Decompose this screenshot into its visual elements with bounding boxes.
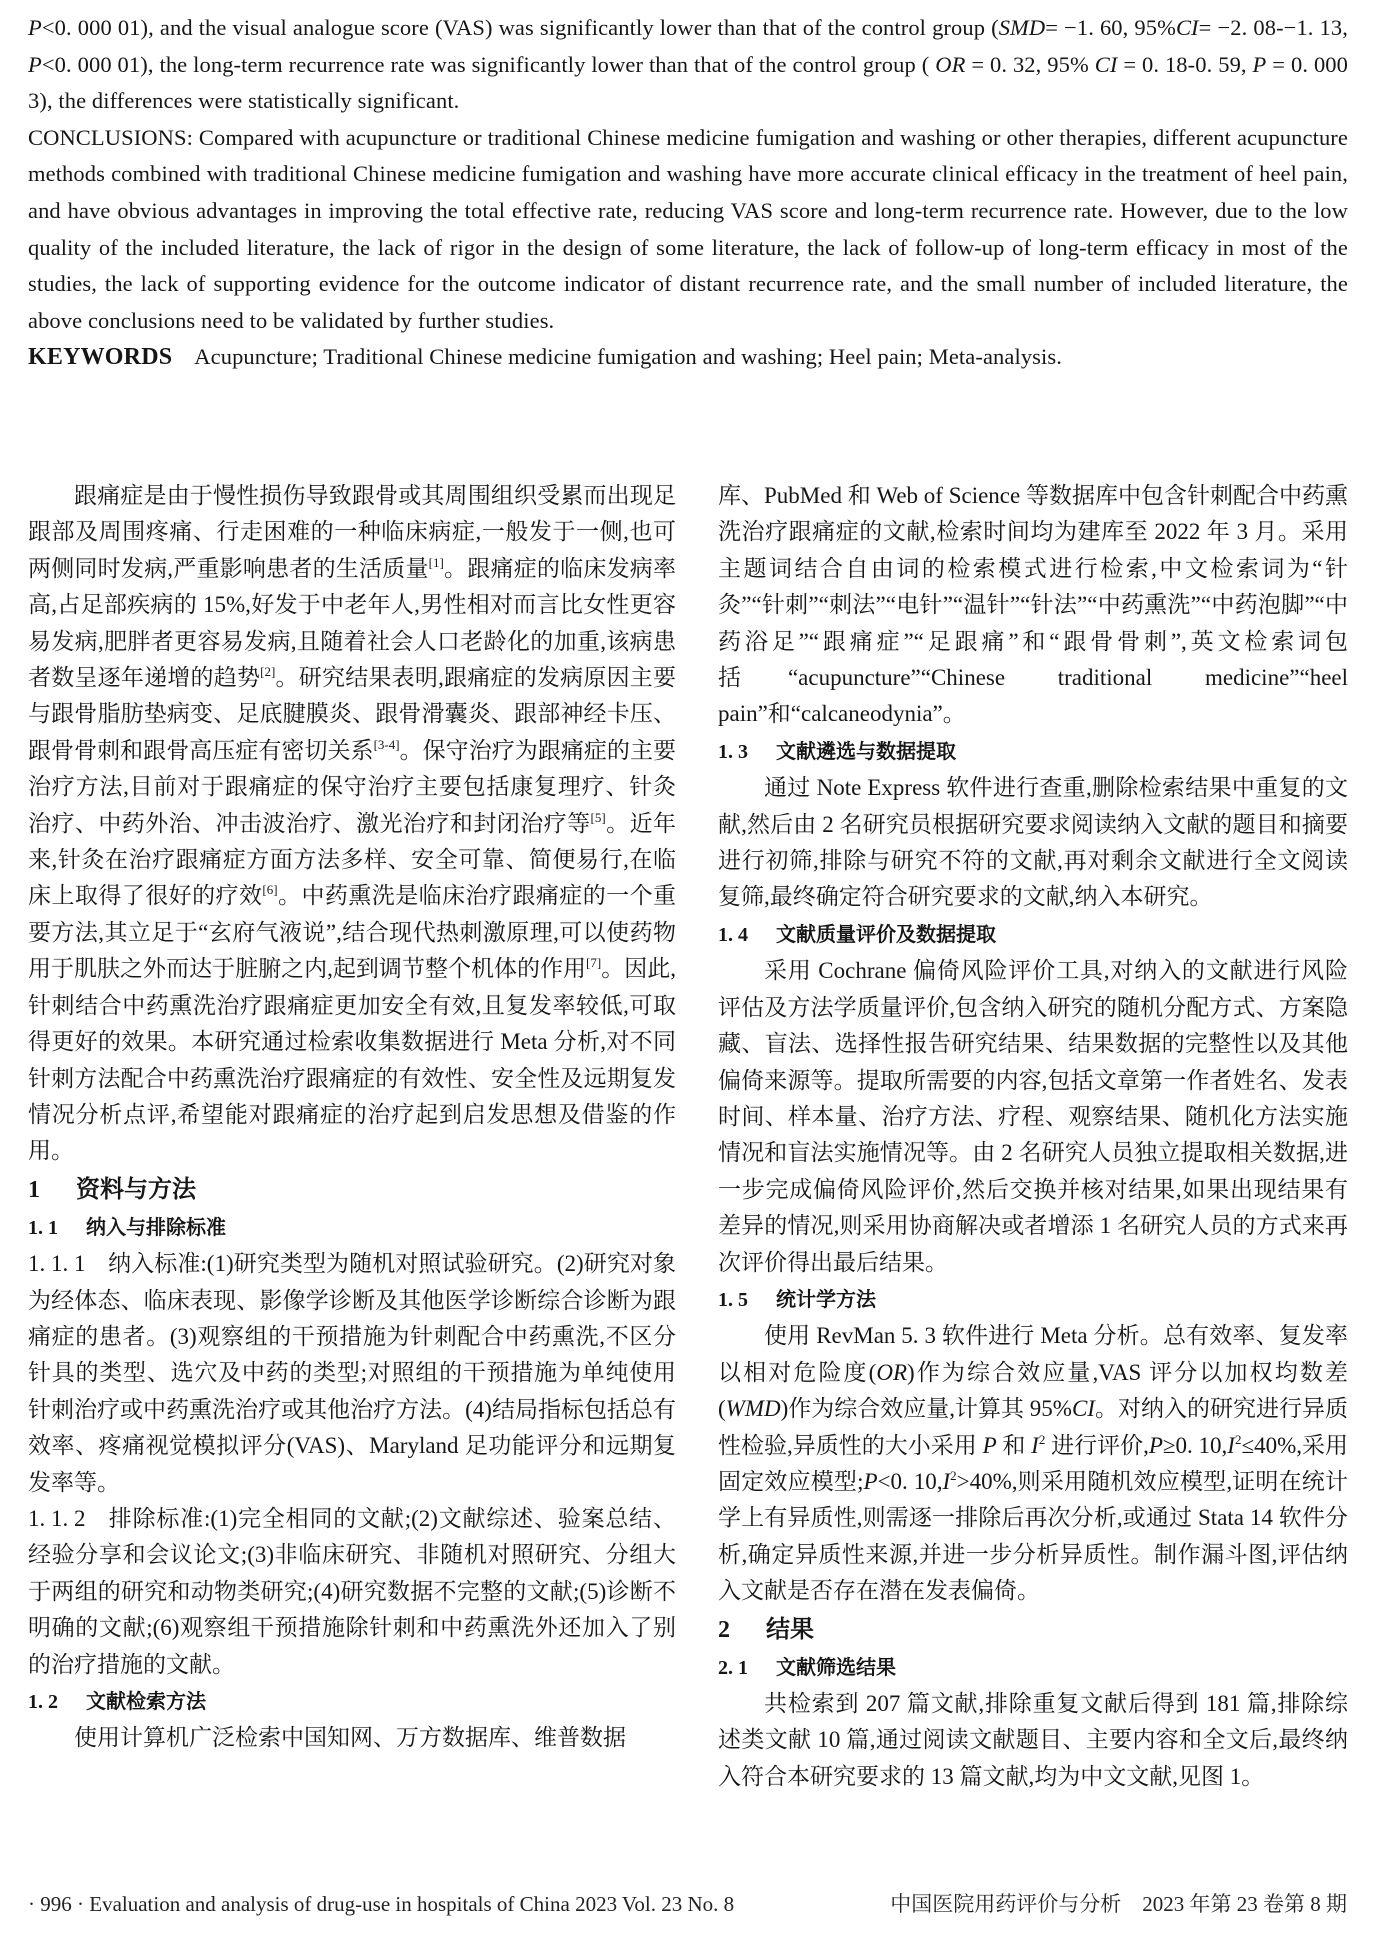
section-title: 文献检索方法 [86,1689,206,1713]
footer-journal-chinese: 中国医院用药评价与分析 2023 年第 23 卷第 8 期 [890,1892,1347,1916]
footer-journal-english: · 996 · Evaluation and analysis of drug-use in hospitals of China 2023 Vol. 23 No. 8 [28,1892,735,1916]
inclusion-criteria-text: 纳入标准:(1)研究类型为随机对照试验研究。(2)研究对象为经体态、临床表现、影像学诊断及其他医学诊断综合诊断为跟痛症的患者。(3)观察组的干预措施为针刺配合中药熏洗,不区分针具的类型、选穴及中药的类型;对照组的干预措施为单纯使用针刺治疗或中药熏洗治疗或其他治疗方法。(4)结局指标包括总有效率、疼痛视觉模拟评分(VAS)、Maryland 足功能评分和远期复发率等。 [28,1251,676,1495]
citation-superscript: [7] [586,955,602,971]
text-run: <0. 000 01), the long-term recurrence rate was significantly lower than that of the control group ( [41,51,936,77]
italic-symbol: CI [1094,51,1118,77]
citation-superscript: 2 [950,1467,957,1483]
search-method-paragraph-start: 使用计算机广泛检索中国知网、万方数据库、维普数据 [74,1725,626,1751]
text-run: = −1. 60, 95% [1045,15,1176,40]
italic-symbol: P [982,1432,997,1458]
text-run: 使用 RevMan 5. 3 软件进行 Meta 分析。总有效率、复发率以相对危险度( [718,1323,1348,1385]
text-run: = −2. 08-−1. 13, [1198,15,1348,40]
text-run: 。中药熏洗是临床治疗跟痛症的一个重要方法,其立足于“玄府气液说”,结合现代热刺激原理,可以使药物用于肌肤之外而达于脏腑之内,起到调节整个机体的作用 [28,883,677,982]
keywords-label: KEYWORDS [28,344,173,371]
citation-superscript: [1] [428,554,444,570]
section-number: 1. 4 [718,923,748,946]
text-run: = 0. 18-0. 59, [1117,51,1253,77]
section-number: 2. 1 [718,1656,748,1679]
italic-symbol: I [942,1468,951,1494]
section-number: 1. 3 [718,740,748,763]
results-paragraph: 共检索到 207 篇文献,排除重复文献后得到 181 篇,排除综述类文献 10 篇,通过阅读文献题目、主要内容和全文后,最终纳入符合本研究要求的 13 篇文献,均为中文文献,见图 1。 [718,1691,1348,1789]
section-heading-1-4 [718,916,1348,953]
statistics-paragraph [718,1318,1348,1609]
text-run: ≤40%,采用固定效应模型; [718,1432,1349,1494]
column-left [28,478,676,1757]
section-number: 1. 2 [28,1691,58,1713]
italic-symbol: P [28,15,42,40]
citation-superscript: [6] [262,882,278,898]
citation-superscript: [2] [260,664,276,680]
italic-symbol: OR [935,51,966,77]
text-run: 。保守治疗为跟痛症的主要治疗方法,目前对于跟痛症的保守治疗主要包括康复理疗、针灸治疗、中药外治、冲击波治疗、激光治疗和封闭治疗等 [28,737,677,836]
section-title: 结果 [766,1614,814,1643]
section-heading-1-3 [718,733,1348,770]
section-title: 资料与方法 [76,1174,196,1203]
italic-symbol: P [1148,1432,1163,1458]
section-title: 统计学方法 [776,1286,876,1311]
section-title: 文献质量评价及数据提取 [776,921,996,946]
section-heading-1-1 [28,1209,676,1246]
keywords [28,339,1348,376]
section-number: 1 [28,1176,40,1203]
intro-paragraph [28,478,676,1170]
text-run: 。研究结果表明,跟痛症的发病原因主要与跟骨脂肪垫病变、足底腱膜炎、跟骨滑囊炎、跟部神经卡压、跟骨骨刺和跟骨高压症有密切关系 [28,665,677,763]
subsection-number: 1. 1. 2 [28,1505,86,1531]
text-run: <0. 10, [877,1468,943,1494]
text-run: = 0. 000 3), the differences were statistically significant. [28,51,1348,114]
section-heading-1 [28,1170,676,1209]
section-number: 1. 1 [28,1216,58,1239]
text-run: 。近年来,针灸在治疗跟痛症方面方法多样、安全可靠、简便易行,在临床上取得了很好的疗效 [28,810,677,909]
screening-paragraph: 通过 Note Express 软件进行查重,删除检索结果中重复的文献,然后由 2 名研究员根据研究要求阅读纳入文献的题目和摘要进行初筛,排除与研究不符的文献,再对剩余文献进行全文阅读复筛,最终确定符合研究要求的文献,纳入本研究。 [718,775,1348,910]
text-run: = 0. 32, 95% [965,51,1095,77]
italic-symbol: CI [1175,15,1199,40]
keywords-list: Acupuncture; Traditional Chinese medicine fumigation and washing; Heel pain; Meta-analysis. [194,344,1062,370]
abstract-conclusions: CONCLUSIONS: Compared with acupuncture or traditional Chinese medicine fumigation and washing or other therapies, different acupuncture methods combined with traditional Chinese medicine fumigation and washing have more accurate clinical efficacy in the treatment of heel pain, and have obvious advantages in improving the total effective rate, reducing VAS score and long-term recurrence rate. However, due to the low quality of the included literature, the lack of rigor in the design of some literature, the lack of follow-up of long-term efficacy in most of the studies, the lack of supporting evidence for the outcome indicator of distant recurrence rate, and the small number of included literature, the above conclusions need to be validated by further studies. [28,124,1348,333]
text-run: ≥0. 10, [1162,1432,1228,1458]
search-method-paragraph-cont: 库、PubMed 和 Web of Science 等数据库中包含针刺配合中药熏洗治疗跟痛症的文献,检索时间均为建库至 2022 年 3 月。采用主题词结合自由词的检索模式进行检索,中文检索词为“针灸”“针刺”“刺法”“电针”“温针”“针法”“中药熏洗”“中药泡脚”“中药浴足”“跟痛症”“足跟痛”和“跟骨骨刺”,英文检索词包括“acupuncture”“Chinese traditional medicine”“heel pain”和“calcaneodynia”。 [718,483,1348,727]
inclusion-criteria [28,1246,676,1501]
quality-paragraph: 采用 Cochrane 偏倚风险评价工具,对纳入的文献进行风险评估及方法学质量评价,包含纳入研究的随机分配方式、方案隐藏、盲法、选择性报告研究结果、结果数据的完整性以及其他偏倚来源等。提取所需要的内容,包括文章第一作者姓名、发表时间、样本量、治疗方法、疗程、观察结果、随机化方法实施情况和盲法实施情况等。由 2 名研究人员独立提取相关数据,进一步完成偏倚风险评价,然后交换并核对结果,如果出现结果有差异的情况,则采用协商解决或者增添 1 名研究人员的方式来再次评价得出最后结果。 [718,958,1348,1275]
section-title: 文献遴选与数据提取 [776,738,956,763]
section-title: 纳入与排除标准 [86,1214,226,1239]
section-heading-1-2 [28,1683,676,1720]
section-number: 1. 5 [718,1288,748,1311]
text-run: <0. 000 01), and the visual analogue score (VAS) was significantly lower than that of the control group ( [41,15,999,40]
italic-symbol: P [1252,51,1267,77]
section-heading-1-5 [718,1281,1348,1318]
italic-symbol: CI [1071,1396,1095,1422]
italic-symbol: SMD [998,15,1046,40]
text-run: 进行评价, [1045,1432,1149,1458]
subsection-number: 1. 1. 1 [28,1251,86,1277]
text-run: 。跟痛症的临床发病率高,占足部疾病的 15%,好发于中老年人,男性相对而言比女性更容易发病,肥胖者更容易发病,且随着社会人口老龄化的加重,该病患者数呈逐年递增的趋势 [28,555,677,691]
section-heading-2 [718,1610,1348,1649]
text-run: 跟痛症是由于慢性损伤导致跟骨或其周围组织受累而出现足跟部及周围疼痛、行走困难的一种临床病症,一般发于一侧,也可两侧同时发病,严重影响患者的生活质量 [28,483,676,581]
text-run: )作为综合效应量,VAS 评分以加权均数差( [718,1359,1348,1422]
italic-symbol: OR [876,1359,907,1385]
exclusion-criteria [28,1501,676,1683]
citation-superscript: 2 [1038,1431,1046,1447]
section-title: 文献筛选结果 [776,1654,896,1679]
text-run: 和 [996,1432,1032,1458]
abstract [28,10,1348,376]
italic-symbol: I [1227,1432,1235,1458]
exclusion-criteria-text: 排除标准:(1)完全相同的文献;(2)文献综述、验案总结、经验分享和会议论文;(3)非临床研究、非随机对照研究、分组大于两组的研究和动物类研究;(4)研究数据不完整的文献;(5)诊断不明确的文献;(6)观察组干预措施除针刺和中药熏洗外还加入了别的治疗措施的文献。 [28,1505,676,1677]
text-run: )作为综合效应量,计算其 95% [780,1396,1072,1422]
italic-symbol: P [28,51,42,77]
citation-superscript: [5] [590,809,606,825]
abstract-results-tail [28,10,1348,120]
text-run: >40%,则采用随机效应模型,证明在统计学上有异质性,则需逐一排除后再次分析,或通过 Stata 14 软件分析,确定异质性来源,并进一步分析异质性。制作漏斗图,评估纳入文献是否存在潜在发表偏倚。 [718,1468,1348,1604]
italic-symbol: I [1031,1432,1039,1458]
italic-symbol: P [863,1468,878,1494]
section-heading-2-1 [718,1649,1348,1686]
section-number: 2 [718,1616,730,1643]
text-run: 。对纳入的研究进行异质性检验,异质性的大小采用 [718,1396,1348,1458]
text-run: 。因此,针刺结合中药熏洗治疗跟痛症更加安全有效,且复发率较低,可取得更好的效果。本研究通过检索收集数据进行 Meta 分析,对不同针刺方法配合中药熏洗治疗跟痛症的有效性、安全性及远期复发情况分析点评,希望能对跟痛症的治疗起到启发思想及借鉴的作用。 [28,956,677,1164]
citation-superscript: 2 [1234,1431,1242,1447]
citation-superscript: [3-4] [373,736,400,752]
italic-symbol: WMD [725,1396,781,1422]
column-right [718,478,1348,1795]
